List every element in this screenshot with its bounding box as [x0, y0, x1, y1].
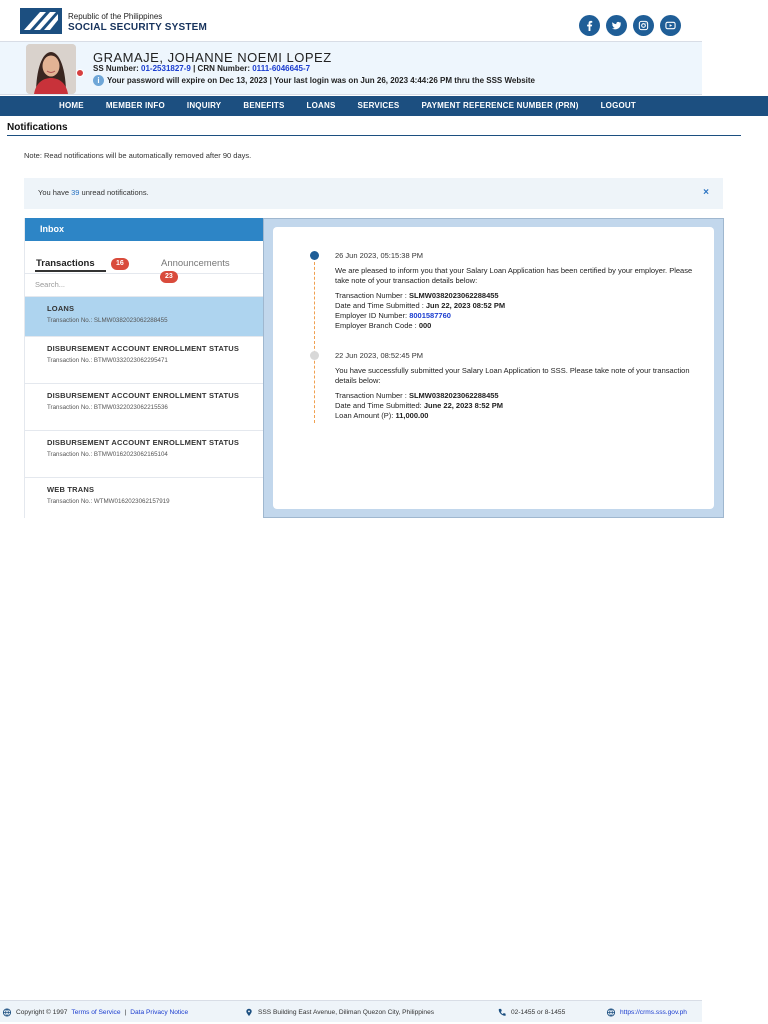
- nav-logout[interactable]: LOGOUT: [600, 101, 636, 110]
- inbox-panel: [24, 218, 263, 518]
- list-item-title: DISBURSEMENT ACCOUNT ENROLLMENT STATUS: [47, 344, 240, 353]
- list-item-transaction: Transaction No.: BTMW0332023062295471: [47, 356, 168, 364]
- unread-count: 39: [71, 188, 80, 197]
- notification-entry: [335, 351, 705, 421]
- list-item-transaction: Transaction No.: SLMW0382023062288455: [47, 316, 168, 324]
- field-label: Loan Amount (P):: [335, 411, 394, 420]
- field-label: Date and Time Submitted:: [335, 401, 422, 410]
- field-value: June 22, 2023 8:52 PM: [423, 401, 504, 410]
- location-pin-icon: [244, 1008, 254, 1017]
- crn-value: 0111-6046645-7: [252, 64, 311, 73]
- entry-line: [335, 311, 705, 321]
- nav-inquiry[interactable]: INQUIRY: [186, 101, 222, 110]
- youtube-icon[interactable]: [660, 15, 681, 36]
- inbox-tabs: [25, 241, 263, 280]
- brand-title: [68, 11, 207, 33]
- globe-icon: [606, 1008, 616, 1017]
- timeline-dot-active: [310, 251, 319, 260]
- brand-line1: Republic of the Philippines: [68, 12, 163, 21]
- phone-text: 02-1455 or 8-1455: [511, 1009, 566, 1016]
- globe-icon: [2, 1008, 12, 1017]
- unread-alert: [24, 178, 723, 209]
- footer-copyright: [2, 1008, 188, 1017]
- field-value: 8001587760: [409, 311, 451, 320]
- nav-benefits[interactable]: BENEFITS: [243, 101, 285, 110]
- member-numbers: [93, 64, 310, 73]
- list-item-title: DISBURSEMENT ACCOUNT ENROLLMENT STATUS: [47, 391, 240, 400]
- unread-suffix: unread notifications.: [81, 188, 149, 197]
- announcements-count-badge: 23: [160, 271, 178, 283]
- field-label: Employer Branch Code :: [335, 321, 417, 330]
- ss-number-label: SS Number:: [93, 64, 139, 73]
- list-item-transaction: Transaction No.: WTMW0162023062157919: [47, 497, 170, 505]
- entry-line: [335, 401, 705, 411]
- footer-phone: [497, 1008, 565, 1017]
- entry-line: [335, 391, 705, 401]
- entry-line: [335, 291, 705, 301]
- notification-entry: [335, 251, 705, 331]
- footer: [0, 1000, 702, 1022]
- entry-line: [335, 411, 705, 421]
- nav-member-info[interactable]: MEMBER INFO: [105, 101, 165, 110]
- address-text: SSS Building East Avenue, Diliman Quezon City, Philippines: [258, 1009, 435, 1016]
- avatar[interactable]: [26, 44, 76, 94]
- active-tab-indicator: [35, 270, 106, 272]
- list-item-title: WEB TRANS: [47, 485, 95, 494]
- footer-separator: |: [124, 1009, 127, 1016]
- status-dot: [76, 69, 84, 77]
- unread-text: [38, 188, 149, 197]
- retention-note: Note: Read notifications will be automatically removed after 90 days.: [24, 151, 252, 160]
- title-divider: [7, 135, 741, 136]
- timeline-dot: [310, 351, 319, 360]
- entry-date: 22 Jun 2023, 08:52:45 PM: [335, 351, 423, 360]
- list-item-transaction: Transaction No.: BTMW0162023062165104: [47, 450, 168, 458]
- field-value: 11,000.00: [395, 411, 429, 420]
- member-name: GRAMAJE, JOHANNE NOEMI LOPEZ: [93, 50, 332, 65]
- notification-detail-panel: [263, 218, 724, 518]
- list-item[interactable]: [25, 478, 263, 518]
- list-item-title: DISBURSEMENT ACCOUNT ENROLLMENT STATUS: [47, 438, 240, 447]
- twitter-icon[interactable]: [606, 15, 627, 36]
- field-value: SLMW0382023062288455: [408, 291, 499, 300]
- copyright-text: Copyright © 1997: [16, 1009, 68, 1016]
- timeline-line: [314, 257, 315, 423]
- footer-address: [244, 1008, 434, 1017]
- crn-label: | CRN Number:: [193, 64, 250, 73]
- unread-prefix: You have: [38, 188, 70, 197]
- password-notice-text: Your password will expire on Dec 13, 2023 | Your last login was on Jun 26, 2023 4:44:26 PM thru the SSS Website: [107, 76, 536, 85]
- field-label: Transaction Number :: [335, 391, 407, 400]
- tab-transactions[interactable]: Transactions: [36, 258, 95, 269]
- list-item[interactable]: [25, 384, 263, 431]
- field-label: Date and Time Submitted :: [335, 301, 424, 310]
- field-value: SLMW0382023062288455: [408, 391, 499, 400]
- page-title: Notifications: [7, 122, 68, 133]
- entry-message: We are pleased to inform you that your Salary Loan Application has been certified by your employer. Please take note of your transaction details below:: [335, 266, 693, 285]
- list-item[interactable]: [25, 431, 263, 478]
- field-value: Jun 22, 2023 08:52 PM: [425, 301, 506, 310]
- password-notice: [93, 75, 535, 86]
- website-link[interactable]: https://crms.sss.gov.ph: [620, 1009, 687, 1016]
- notification-detail-card: [273, 227, 714, 509]
- nav-prn[interactable]: PAYMENT REFERENCE NUMBER (PRN): [421, 101, 579, 110]
- entry-line: [335, 321, 705, 331]
- list-item-title: LOANS: [47, 304, 75, 313]
- facebook-icon[interactable]: [579, 15, 600, 36]
- inbox-header: Inbox: [25, 218, 263, 241]
- phone-icon: [497, 1008, 507, 1017]
- footer-url: [606, 1008, 687, 1017]
- top-header: [0, 0, 702, 42]
- nav-loans[interactable]: LOANS: [306, 101, 336, 110]
- tab-announcements[interactable]: Announcements: [161, 258, 230, 269]
- instagram-icon[interactable]: [633, 15, 654, 36]
- nav-home[interactable]: HOME: [59, 101, 84, 110]
- field-label: Employer ID Number:: [335, 311, 408, 320]
- main-nav: [0, 96, 768, 116]
- field-value: 000: [418, 321, 432, 330]
- list-item[interactable]: [25, 337, 263, 384]
- field-label: Transaction Number :: [335, 291, 407, 300]
- brand-line2: SOCIAL SECURITY SYSTEM: [68, 22, 208, 33]
- terms-link[interactable]: Terms of Service: [71, 1009, 121, 1016]
- ss-number-value: 01-2531827-9: [141, 64, 191, 73]
- profile-bar: [0, 42, 702, 95]
- transactions-count-badge: 16: [111, 258, 129, 270]
- entry-message: You have successfully submitted your Salary Loan Application to SSS. Please take note of your transaction details below:: [335, 366, 690, 385]
- inbox-search-input[interactable]: Search...: [25, 273, 263, 297]
- sss-logo-icon: [20, 8, 62, 34]
- entry-line: [335, 301, 705, 311]
- close-icon[interactable]: ×: [703, 187, 709, 198]
- list-item[interactable]: [25, 297, 263, 337]
- entry-date: 26 Jun 2023, 05:15:38 PM: [335, 251, 423, 260]
- nav-services[interactable]: SERVICES: [357, 101, 400, 110]
- list-item-transaction: Transaction No.: BTMW0322023062215536: [47, 403, 168, 411]
- privacy-link[interactable]: Data Privacy Notice: [130, 1009, 189, 1016]
- info-icon: i: [93, 75, 104, 86]
